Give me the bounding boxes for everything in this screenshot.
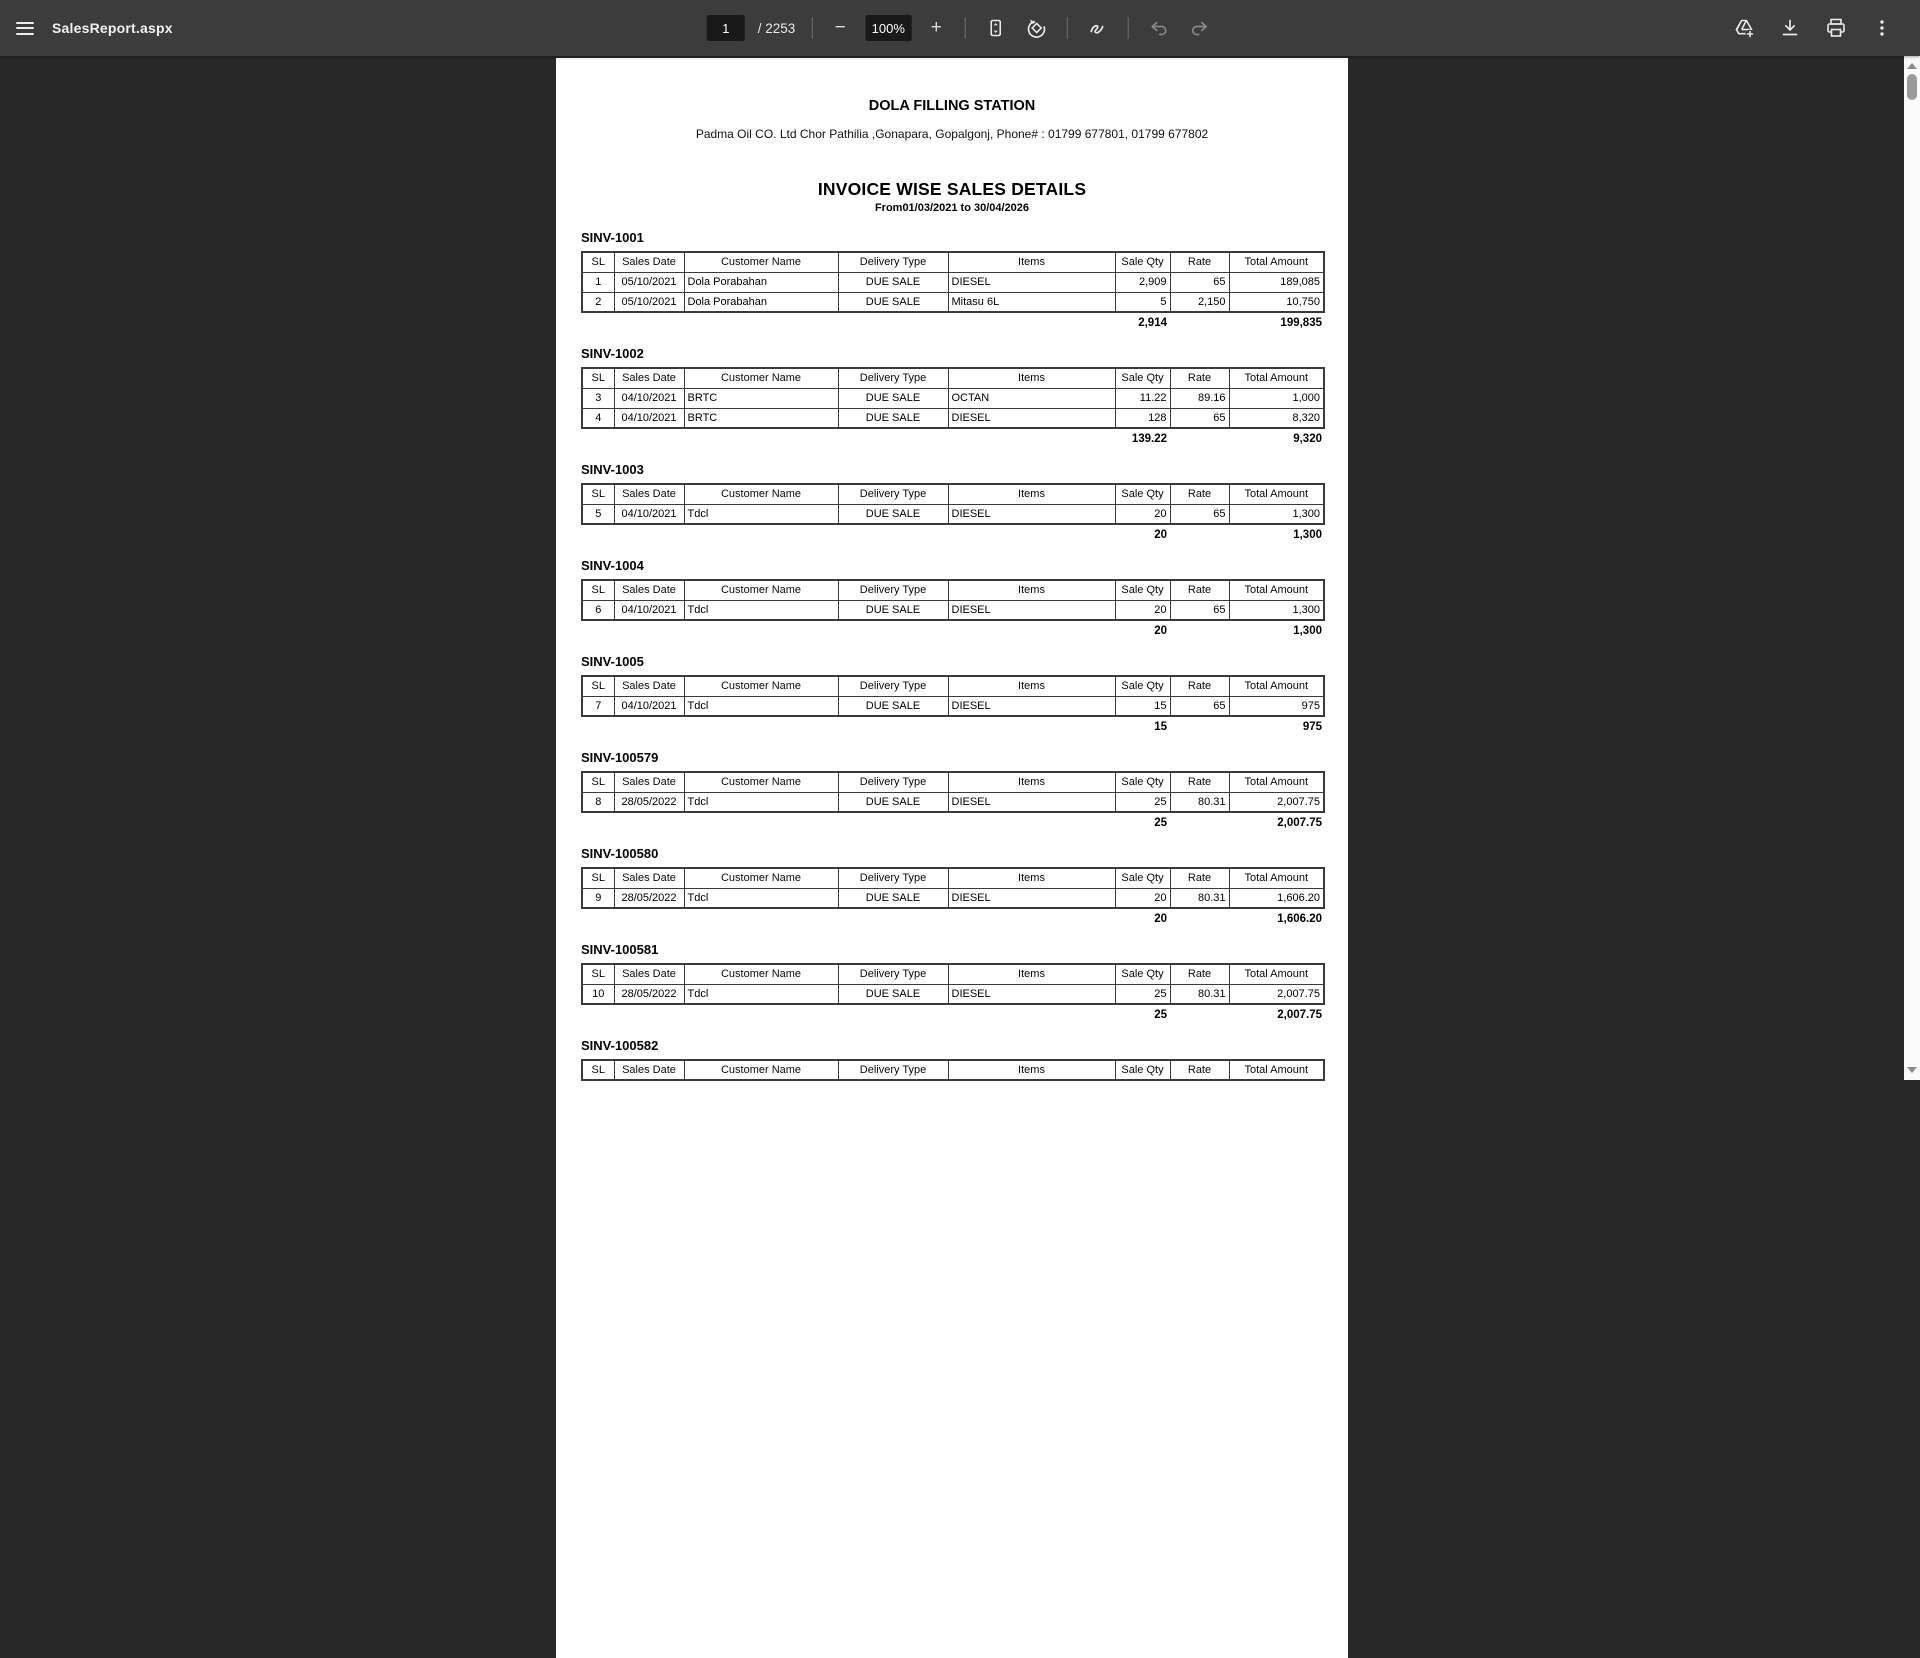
column-header: Items <box>948 676 1115 696</box>
column-header: Items <box>948 252 1115 272</box>
column-header: Customer Name <box>684 1060 838 1080</box>
invoice-totals-row <box>581 429 1323 446</box>
table-cell: 04/10/2021 <box>614 504 684 524</box>
column-header: Delivery Type <box>838 368 948 388</box>
table-cell: 89.16 <box>1170 388 1229 408</box>
vertical-scrollbar[interactable] <box>1904 56 1920 1080</box>
column-header: Total Amount <box>1229 368 1324 388</box>
table-cell: 1 <box>582 272 614 292</box>
column-header: Total Amount <box>1229 580 1324 600</box>
table-cell: 80.31 <box>1170 792 1229 812</box>
column-header: Rate <box>1170 484 1229 504</box>
table-cell: 04/10/2021 <box>614 408 684 428</box>
totals-spacer <box>1169 625 1228 638</box>
invoice-table <box>581 367 1325 429</box>
table-cell: Dola Porabahan <box>684 272 838 292</box>
column-header: Rate <box>1170 676 1229 696</box>
totals-spacer <box>1169 1009 1228 1022</box>
table-row <box>582 408 1324 428</box>
table-cell: 8,320 <box>1229 408 1324 428</box>
column-header: Items <box>948 368 1115 388</box>
table-cell: DIESEL <box>948 600 1115 620</box>
table-row <box>582 792 1324 812</box>
table-header-row <box>582 772 1324 792</box>
zoom-out-button[interactable]: − <box>834 17 846 38</box>
table-cell: 1,000 <box>1229 388 1324 408</box>
print-button[interactable] <box>1822 14 1850 42</box>
total-amount: 1,606.20 <box>1277 913 1322 925</box>
table-cell: DUE SALE <box>838 292 948 312</box>
column-header: Customer Name <box>684 868 838 888</box>
table-cell: 10,750 <box>1229 292 1324 312</box>
column-header: Items <box>948 868 1115 888</box>
download-icon <box>1778 16 1802 40</box>
table-cell: Tdcl <box>684 792 838 812</box>
table-cell: 04/10/2021 <box>614 600 684 620</box>
pdf-toolbar <box>0 0 1920 56</box>
fit-page-button[interactable] <box>981 14 1009 42</box>
invoice-totals-row <box>581 813 1323 830</box>
table-cell: DUE SALE <box>838 792 948 812</box>
total-amount: 9,320 <box>1293 433 1322 445</box>
table-cell: 2,909 <box>1115 272 1170 292</box>
column-header: Items <box>948 964 1115 984</box>
column-header: Customer Name <box>684 484 838 504</box>
totals-spacer <box>1169 529 1228 542</box>
table-cell: 25 <box>1115 792 1170 812</box>
column-header: Sale Qty <box>1115 252 1170 272</box>
zoom-level-display[interactable]: 100% <box>865 15 911 41</box>
table-cell: 28/05/2022 <box>614 888 684 908</box>
column-header: Items <box>948 484 1115 504</box>
table-cell: DUE SALE <box>838 984 948 1004</box>
print-icon <box>1824 16 1848 40</box>
column-header: SL <box>582 368 614 388</box>
invoice-id: SINV-1001 <box>581 230 644 245</box>
totals-spacer <box>1169 817 1228 830</box>
table-header-row <box>582 964 1324 984</box>
table-row <box>582 504 1324 524</box>
table-header-row <box>582 368 1324 388</box>
table-cell: 20 <box>1115 888 1170 908</box>
table-cell: 05/10/2021 <box>614 292 684 312</box>
invoice-table <box>581 579 1325 621</box>
table-cell: BRTC <box>684 408 838 428</box>
column-header: Total Amount <box>1229 868 1324 888</box>
table-cell: 4 <box>582 408 614 428</box>
table-cell: Tdcl <box>684 696 838 716</box>
table-cell: Tdcl <box>684 504 838 524</box>
total-qty: 15 <box>1154 721 1167 733</box>
invoice-id: SINV-1005 <box>581 654 644 669</box>
company-address: Padma Oil CO. Ltd Chor Pathilia ,Gonapara, Gopalgonj, Phone# : 01799 677801, 01799 677802 <box>695 127 1209 141</box>
column-header: Total Amount <box>1229 676 1324 696</box>
column-header: Delivery Type <box>838 964 948 984</box>
table-cell: DUE SALE <box>838 600 948 620</box>
table-cell: 11.22 <box>1115 388 1170 408</box>
column-header: Rate <box>1170 368 1229 388</box>
scroll-up-icon[interactable] <box>1904 58 1920 74</box>
table-row <box>582 292 1324 312</box>
menu-icon[interactable] <box>16 22 34 35</box>
table-cell: 28/05/2022 <box>614 792 684 812</box>
column-header: Delivery Type <box>838 580 948 600</box>
column-header: Sale Qty <box>1115 580 1170 600</box>
invoice-id: SINV-100582 <box>581 1038 659 1053</box>
table-cell: DUE SALE <box>838 888 948 908</box>
column-header: Customer Name <box>684 368 838 388</box>
table-cell: 10 <box>582 984 614 1004</box>
toolbar-separator <box>1066 17 1067 39</box>
invoice-section <box>581 750 1323 830</box>
invoice-totals-row <box>581 1005 1323 1022</box>
table-cell: 128 <box>1115 408 1170 428</box>
annotate-button[interactable] <box>1083 14 1111 42</box>
column-header: Total Amount <box>1229 772 1324 792</box>
invoice-section <box>581 346 1323 446</box>
column-header: Items <box>948 1060 1115 1080</box>
table-cell: 15 <box>1115 696 1170 716</box>
totals-spacer <box>1169 721 1228 734</box>
table-cell: DIESEL <box>948 504 1115 524</box>
column-header: Delivery Type <box>838 868 948 888</box>
annotate-icon <box>1086 17 1108 39</box>
table-header-row <box>582 252 1324 272</box>
column-header: SL <box>582 676 614 696</box>
column-header: Customer Name <box>684 676 838 696</box>
invoice-id: SINV-100581 <box>581 942 659 957</box>
table-cell: 04/10/2021 <box>614 696 684 716</box>
invoice-totals-row <box>581 313 1323 330</box>
invoice-section <box>581 654 1323 734</box>
invoice-table <box>581 867 1325 909</box>
table-cell: 65 <box>1170 408 1229 428</box>
invoice-section <box>581 1038 1323 1081</box>
company-name: DOLA FILLING STATION <box>868 98 1036 114</box>
total-qty: 2,914 <box>1138 317 1167 329</box>
invoice-section <box>581 558 1323 638</box>
fit-page-icon <box>984 17 1006 39</box>
total-amount: 1,300 <box>1293 625 1322 637</box>
table-cell: BRTC <box>684 388 838 408</box>
toolbar-separator <box>964 17 965 39</box>
table-row <box>582 984 1324 1004</box>
table-cell: 04/10/2021 <box>614 388 684 408</box>
table-row <box>582 600 1324 620</box>
invoice-id: SINV-1002 <box>581 346 644 361</box>
table-cell: 6 <box>582 600 614 620</box>
column-header: SL <box>582 772 614 792</box>
scroll-down-icon[interactable] <box>1904 1062 1920 1078</box>
table-cell: DUE SALE <box>838 272 948 292</box>
total-qty: 25 <box>1154 1009 1167 1021</box>
document-title: SalesReport.aspx <box>52 20 173 36</box>
drive-add-icon <box>1732 16 1756 40</box>
table-cell: 2,150 <box>1170 292 1229 312</box>
table-cell: 2 <box>582 292 614 312</box>
invoice-section <box>581 846 1323 926</box>
column-header: SL <box>582 868 614 888</box>
table-cell: 65 <box>1170 272 1229 292</box>
column-header: Total Amount <box>1229 964 1324 984</box>
table-cell: 5 <box>1115 292 1170 312</box>
invoice-section <box>581 230 1323 330</box>
undo-icon <box>1147 17 1169 39</box>
column-header: Customer Name <box>684 580 838 600</box>
column-header: Delivery Type <box>838 772 948 792</box>
table-cell: 1,300 <box>1229 600 1324 620</box>
column-header: Rate <box>1170 964 1229 984</box>
column-header: Customer Name <box>684 252 838 272</box>
table-cell: 3 <box>582 388 614 408</box>
invoice-totals-row <box>581 525 1323 542</box>
scrollbar-thumb[interactable] <box>1907 74 1917 100</box>
invoice-id: SINV-1004 <box>581 558 644 573</box>
column-header: SL <box>582 484 614 504</box>
table-cell: 1,300 <box>1229 504 1324 524</box>
table-cell: 1,606.20 <box>1229 888 1324 908</box>
table-cell: Tdcl <box>684 600 838 620</box>
invoice-totals-row <box>581 909 1323 926</box>
invoice-id: SINV-100579 <box>581 750 659 765</box>
column-header: Items <box>948 772 1115 792</box>
table-cell: 80.31 <box>1170 888 1229 908</box>
table-row <box>582 388 1324 408</box>
redo-button[interactable] <box>1185 14 1213 42</box>
column-header: Rate <box>1170 580 1229 600</box>
table-cell: 8 <box>582 792 614 812</box>
table-cell: 65 <box>1170 504 1229 524</box>
column-header: Total Amount <box>1229 484 1324 504</box>
table-cell: DIESEL <box>948 888 1115 908</box>
column-header: Sales Date <box>614 1060 684 1080</box>
table-cell: DUE SALE <box>838 504 948 524</box>
column-header: Sales Date <box>614 868 684 888</box>
column-header: Sales Date <box>614 252 684 272</box>
table-cell: DUE SALE <box>838 696 948 716</box>
column-header: Sale Qty <box>1115 368 1170 388</box>
more-options-button[interactable] <box>1868 14 1896 42</box>
column-header: SL <box>582 1060 614 1080</box>
column-header: Sale Qty <box>1115 484 1170 504</box>
table-cell: 05/10/2021 <box>614 272 684 292</box>
save-to-drive-button[interactable] <box>1730 14 1758 42</box>
page-count-label: / 2253 <box>757 20 796 36</box>
total-amount: 2,007.75 <box>1277 1009 1322 1021</box>
more-options-icon <box>1871 17 1893 39</box>
invoice-sections <box>581 230 1323 1081</box>
column-header: Sales Date <box>614 580 684 600</box>
table-header-row <box>582 1060 1324 1080</box>
rotate-counterclockwise-icon <box>1025 17 1047 39</box>
table-cell: DIESEL <box>948 792 1115 812</box>
column-header: SL <box>582 580 614 600</box>
column-header: SL <box>582 252 614 272</box>
table-cell: 2,007.75 <box>1229 792 1324 812</box>
column-header: Sales Date <box>614 484 684 504</box>
column-header: Delivery Type <box>838 1060 948 1080</box>
column-header: SL <box>582 964 614 984</box>
table-row <box>582 696 1324 716</box>
table-cell: DIESEL <box>948 984 1115 1004</box>
column-header: Sale Qty <box>1115 1060 1170 1080</box>
column-header: Sales Date <box>614 772 684 792</box>
column-header: Rate <box>1170 772 1229 792</box>
invoice-id: SINV-1003 <box>581 462 644 477</box>
invoice-table <box>581 771 1325 813</box>
table-header-row <box>582 676 1324 696</box>
column-header: Sales Date <box>614 368 684 388</box>
column-header: Sale Qty <box>1115 964 1170 984</box>
rotate-button[interactable] <box>1022 14 1050 42</box>
invoice-table <box>581 675 1325 717</box>
column-header: Total Amount <box>1229 1060 1324 1080</box>
toolbar-separator <box>811 17 812 39</box>
table-cell: 5 <box>582 504 614 524</box>
column-header: Rate <box>1170 1060 1229 1080</box>
table-cell: 9 <box>582 888 614 908</box>
table-cell: 189,085 <box>1229 272 1324 292</box>
column-header: Items <box>948 580 1115 600</box>
pdf-page <box>556 58 1348 1658</box>
table-cell: Tdcl <box>684 984 838 1004</box>
table-cell: DIESEL <box>948 696 1115 716</box>
invoice-table <box>581 963 1325 1005</box>
totals-spacer <box>1169 913 1228 926</box>
column-header: Rate <box>1170 252 1229 272</box>
download-button[interactable] <box>1776 14 1804 42</box>
table-cell: 65 <box>1170 600 1229 620</box>
column-header: Total Amount <box>1229 252 1324 272</box>
invoice-section <box>581 942 1323 1022</box>
invoice-id: SINV-100580 <box>581 846 659 861</box>
invoice-totals-row <box>581 717 1323 734</box>
table-header-row <box>582 484 1324 504</box>
table-cell: 2,007.75 <box>1229 984 1324 1004</box>
total-qty: 25 <box>1154 817 1167 829</box>
table-cell: DIESEL <box>948 408 1115 428</box>
total-qty: 139.22 <box>1131 433 1167 445</box>
column-header: Delivery Type <box>838 676 948 696</box>
undo-button[interactable] <box>1144 14 1172 42</box>
table-cell: 20 <box>1115 600 1170 620</box>
column-header: Rate <box>1170 868 1229 888</box>
column-header: Delivery Type <box>838 252 948 272</box>
table-row <box>582 272 1324 292</box>
table-cell: DUE SALE <box>838 388 948 408</box>
table-cell: OCTAN <box>948 388 1115 408</box>
total-amount: 975 <box>1302 721 1322 733</box>
invoice-section <box>581 462 1323 542</box>
table-cell: 7 <box>582 696 614 716</box>
table-cell: 975 <box>1229 696 1324 716</box>
table-cell: 20 <box>1115 504 1170 524</box>
total-qty: 20 <box>1154 529 1167 541</box>
table-cell: 28/05/2022 <box>614 984 684 1004</box>
invoice-table <box>581 251 1325 313</box>
table-header-row <box>582 868 1324 888</box>
invoice-table <box>581 1059 1325 1081</box>
table-cell: 80.31 <box>1170 984 1229 1004</box>
table-cell: 25 <box>1115 984 1170 1004</box>
page-number-input[interactable] <box>707 15 745 41</box>
redo-icon <box>1188 17 1210 39</box>
totals-spacer <box>1169 317 1228 330</box>
report-title: INVOICE WISE SALES DETAILS <box>817 179 1087 199</box>
column-header: Sale Qty <box>1115 868 1170 888</box>
column-header: Sale Qty <box>1115 772 1170 792</box>
table-row <box>582 888 1324 908</box>
report-date-range: From01/03/2021 to 30/04/2026 <box>874 202 1030 214</box>
column-header: Sales Date <box>614 964 684 984</box>
total-amount: 199,835 <box>1280 317 1322 329</box>
zoom-in-button[interactable]: + <box>930 17 942 38</box>
invoice-table <box>581 483 1325 525</box>
table-cell: Mitasu 6L <box>948 292 1115 312</box>
table-cell: Tdcl <box>684 888 838 908</box>
total-qty: 20 <box>1154 625 1167 637</box>
column-header: Customer Name <box>684 772 838 792</box>
column-header: Sale Qty <box>1115 676 1170 696</box>
total-amount: 1,300 <box>1293 529 1322 541</box>
total-amount: 2,007.75 <box>1277 817 1322 829</box>
table-header-row <box>582 580 1324 600</box>
total-qty: 20 <box>1154 913 1167 925</box>
totals-spacer <box>1169 433 1228 446</box>
table-cell: 65 <box>1170 696 1229 716</box>
table-cell: Dola Porabahan <box>684 292 838 312</box>
column-header: Delivery Type <box>838 484 948 504</box>
toolbar-separator <box>1127 17 1128 39</box>
table-cell: DUE SALE <box>838 408 948 428</box>
column-header: Sales Date <box>614 676 684 696</box>
column-header: Customer Name <box>684 964 838 984</box>
invoice-totals-row <box>581 621 1323 638</box>
table-cell: DIESEL <box>948 272 1115 292</box>
